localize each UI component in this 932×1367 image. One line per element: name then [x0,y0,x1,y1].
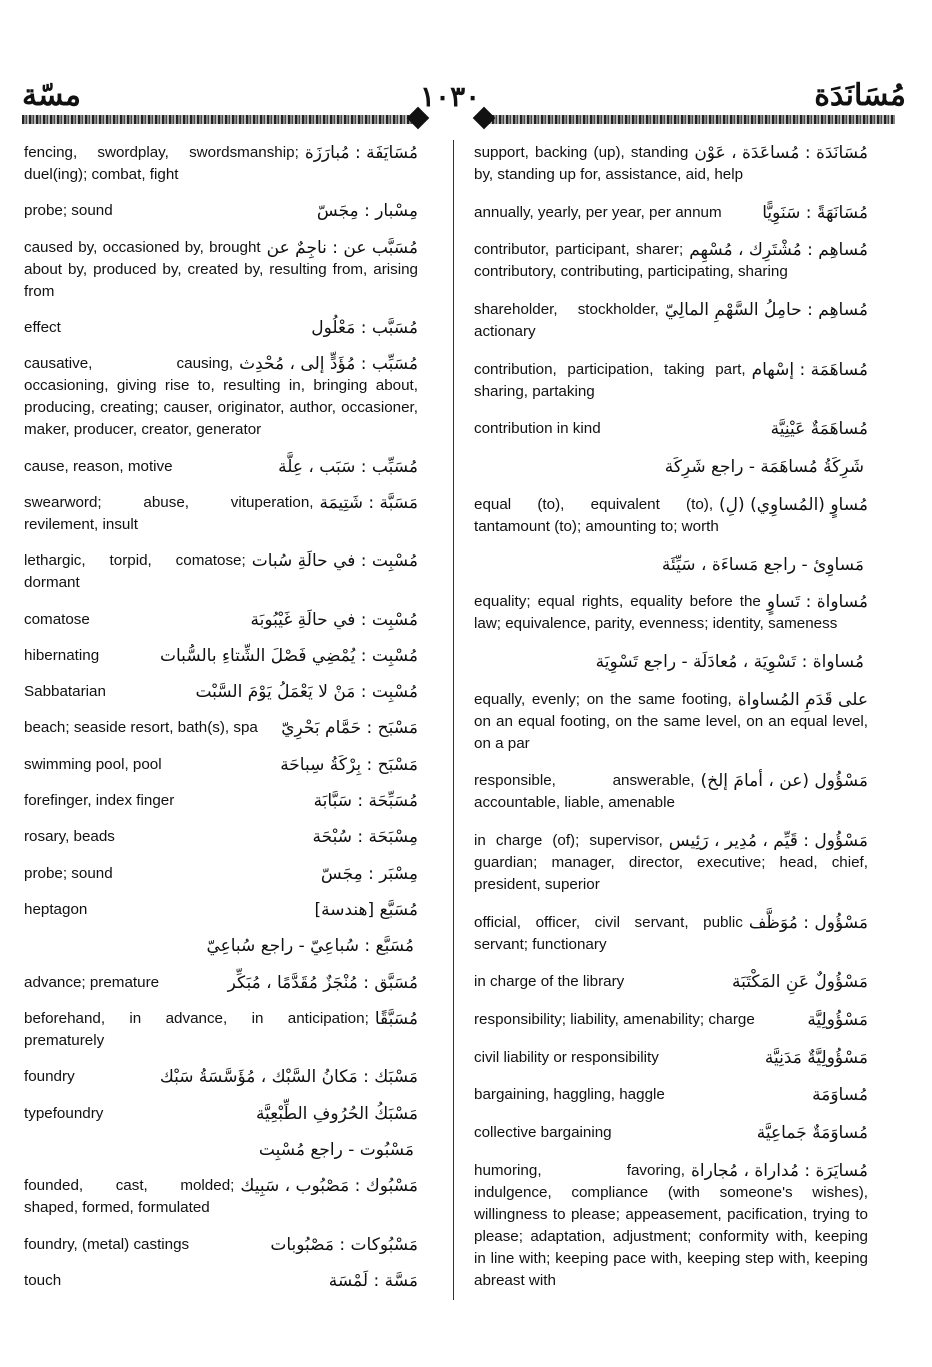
english-definition: typefoundry [24,1104,104,1122]
arabic-headword: مُسْبِت : يُمْضِي فَصْلَ الشِّتاءِ بالسُّبات [160,645,418,666]
english-definition: rosary, beads [24,828,115,846]
arabic-headword: مُسْبِت : مَنْ لا يَعْمَلُ يَوْمَ السَّبْت [195,682,418,703]
arabic-headword: مَسْبَك : مَكانُ السَّبْك ، مُؤَسَّسَةُ سَبْك [159,1067,418,1088]
arabic-headword: مُساوَمَة [812,1085,868,1106]
dictionary-entry [474,1047,868,1069]
english-definition: civil liability or responsibility [474,1048,659,1066]
english-definition: swimming pool, pool [24,755,162,773]
english-definition: probe; sound [24,202,113,220]
english-definition: hibernating [24,646,100,664]
dictionary-entry [24,754,418,776]
arabic-headword: مُساهِم : مُشْتَرِك ، مُسْهِم [689,240,868,261]
english-definition: responsibility; liability, amenability; charge [474,1011,755,1028]
arabic-headword: مُساهِم : حامِلُ السَّهْمِ المالِيّ [664,300,868,321]
english-definition: official, officer, civil servant, public servant; functionary [474,913,743,953]
arabic-headword: مُسَبَّب : مَعْلُول [311,317,418,338]
english-definition: swearword; abuse, vituperation, revilement, insult [24,493,314,533]
arabic-headword: مَسْبُوك : مَصْبُوب ، سَبِيك [240,1176,418,1197]
arabic-headword: مِسْبار : مِجَسّ [316,201,418,222]
english-definition: Sabbatarian [24,683,106,701]
dictionary-entry [474,689,868,755]
dictionary-entry [24,492,418,536]
arabic-headword: مَسْبَكُ الحُرُوفِ الطِّبْعِيَّة [255,1103,418,1124]
arabic-headword: مُسَبَّب عن : ناجِمٌ عن [266,237,418,258]
english-definition: humoring, favoring, indulgence, compliance (with someone's wishes), willingness to please; appeasement, pacification, trying to please; adaptation, adjustment; conformity with, keeping in line with; keeping pace with, keeping step with, keeping abreast with [474,1161,868,1289]
arabic-headword: مُساواة : تَسْوِيَة ، مُعادَلَة - راجع تَسْوِيَة [595,651,864,672]
dictionary-entry [24,456,418,478]
arabic-headword: مُسْبِت : في حالَةِ سُبات [251,551,418,572]
english-definition: heptagon [24,901,88,918]
arabic-headword: مَسْؤُول : مُوَظَّف [748,912,868,933]
english-definition: contribution, participation, taking part, sharing, partaking [474,360,746,400]
left-column [24,142,418,1292]
dictionary-entry [474,494,868,538]
dictionary-entry [474,1122,868,1144]
dictionary-entry [24,1103,418,1125]
arabic-headword: مُساهَمَة : إسْهام [751,359,868,380]
page-number: ١٠٣٠ [420,80,481,113]
arabic-headword: مُسَبِّب : سَبَب ، عِلَّة [278,456,418,477]
dictionary-entry [24,237,418,303]
english-definition: cause, reason, motive [24,457,173,475]
dictionary-entry [474,456,868,478]
english-definition: comatose [24,610,90,628]
dictionary-entry [474,1160,868,1292]
dictionary-entry [474,418,868,440]
english-definition: probe; sound [24,864,113,882]
dictionary-entry [24,200,418,222]
english-definition: foundry [24,1068,75,1086]
english-definition: fencing, swordplay, swordsmanship; duel(ing); combat, fight [24,144,299,183]
dictionary-entry [24,609,418,631]
english-definition: lethargic, torpid, comatose; dormant [24,552,246,592]
arabic-headword: مَسْبَح : بِرْكَةُ سِباحَة [280,754,418,775]
arabic-headword: مُساوٍ (المُساوِي) (لِ) [719,494,868,515]
arabic-headword: شَرِكَةُ مُساهَمَة - راجع شَرِكَة [664,457,864,478]
english-definition: advance; premature [24,973,160,991]
english-definition: shareholder, stockholder, actionary [474,301,659,341]
dictionary-entry [24,1270,418,1292]
english-definition: caused by, occasioned by, brought about by, produced by, created by, resulting from, arising from [24,238,418,300]
arabic-headword: مَسْؤُولٌ عَنِ المَكْتَبَة [732,972,868,993]
right-column [474,142,868,1292]
dictionary-entry [24,550,418,594]
arabic-headword: مُساوَمَةٌ جَماعِيَّة [756,1123,868,1144]
dictionary-entry [24,353,418,441]
dictionary-entry [474,239,868,283]
arabic-headword: مُسَبِّب : مُؤَدٍّ إلى ، مُحْدِث [239,354,418,375]
dictionary-entry [24,142,418,186]
dictionary-entry [24,863,418,885]
english-definition: contribution in kind [474,420,601,438]
arabic-headword: مُسْبِت : في حالَةِ غَيْبُوبَة [250,609,418,630]
english-definition: beforehand, in advance, in anticipation; prematurely [24,1009,369,1049]
english-definition: support, backing (up), standing by, standing up for, assistance, aid, help [474,144,744,183]
english-definition: beach; seaside resort, bath(s), spa [24,719,258,737]
dictionary-entry [474,554,868,576]
arabic-headword: مَسْؤُولِيَّة [807,1010,868,1030]
english-definition: responsible, answerable, accountable, liable, amenable [474,772,695,812]
dictionary-entry [474,591,868,635]
english-definition: equality; equal rights, equality before the law; equivalence, parity, evenness; identity, sameness [474,593,838,633]
arabic-headword: مُسَبَّق : مُنْجَزٌ مُقَدَّمًا ، مُبَكِّر [227,972,418,993]
arabic-headword: مُسَبَّع [هندسة] [314,900,418,920]
arabic-headword: مُساهَمَةٌ عَيْنِيَّة [770,419,868,440]
dictionary-entry [24,1139,418,1161]
dictionary-entry [474,1084,868,1106]
english-definition: contributor, participant, sharer; contributory, contributing, participating, sharing [474,241,788,281]
arabic-headword: مَسْبُوت - راجع مُسْبِت [258,1139,414,1160]
dictionary-entry [24,826,418,848]
english-definition: in charge (of); supervisor, guardian; manager, director, executive; head, chief, president, superior [474,831,868,893]
header-rule-left [22,115,417,124]
dictionary-entry [474,770,868,814]
dictionary-entry [24,899,418,921]
english-definition: forefinger, index finger [24,792,175,810]
dictionary-entry [474,830,868,896]
dictionary-entry [24,681,418,703]
dictionary-entry [24,935,418,957]
arabic-headword: مَسْؤُول (عن ، أمامَ إلخ) [700,771,868,792]
arabic-headword: مَسَبَّة : شَتِيمَة [319,492,418,513]
arabic-headword: مَسْبُوكات : مَصْبُوبات [270,1234,418,1255]
dictionary-entry [24,317,418,339]
arabic-headword: على قَدَمِ المُساواة [737,689,868,710]
dictionary-entry [24,645,418,667]
dictionary-entry [474,651,868,673]
english-definition: founded, cast, molded; shaped, formed, formulated [24,1177,235,1217]
dictionary-entry [24,1234,418,1256]
dictionary-entry [24,972,418,994]
arabic-headword: مُسَايَفَة : مُبارَزَة [304,143,418,163]
dictionary-entry [474,299,868,343]
dictionary-entry [24,1066,418,1088]
english-definition: foundry, (metal) castings [24,1235,190,1253]
arabic-headword: مَسَّة : لَمْسَة [328,1270,418,1291]
english-definition: in charge of the library [474,973,625,991]
dictionary-entry [24,1008,418,1052]
header-rule-right [485,115,895,124]
english-definition: causative, causing, occasioning, giving rise to, resulting in, bringing about, producing, creating; causer, originator, author, occasioner, maker, producer, creator, generator [24,355,418,439]
dictionary-entry [474,202,868,224]
arabic-headword: مَسْؤُولِيَّةٌ مَدَنِيَّة [764,1047,868,1068]
english-definition: collective bargaining [474,1124,612,1142]
dictionary-entry [474,142,868,186]
arabic-headword: مَسْبَح : حَمَّام بَحْرِيّ [281,718,418,739]
english-definition: effect [24,318,61,336]
arabic-headword: مِسْبَحَة : سُبْحَة [312,827,418,848]
dictionary-entry [474,971,868,993]
arabic-headword: مُسَبَّع : سُباعِيّ - راجع سُباعِيّ [206,936,414,957]
dictionary-entry [474,1009,868,1031]
dictionary-entry [24,790,418,812]
english-definition: annually, yearly, per year, per annum [474,203,722,221]
dictionary-entry [474,359,868,403]
dictionary-entry [474,912,868,956]
english-definition: equal (to), equivalent (to), tantamount (to); amounting to; worth [474,495,719,535]
english-definition: equally, evenly; on the same footing, on an equal footing, on the same level, on an equal level, on a par [474,690,868,752]
arabic-headword: مُسَبَّقًا [374,1008,418,1029]
arabic-headword: مَساوِئ - راجع مَساءَة ، سَيِّئَة [661,554,864,575]
dictionary-entry [24,717,418,739]
page-header [0,78,932,118]
english-definition: touch [24,1271,62,1289]
arabic-headword: مُسَانَهَةً : سَنَوِيًّا [762,202,868,223]
arabic-headword: مُسَبِّحَة : سَبَّابَة [313,791,418,812]
guide-word-right: مُسَانَدَة [814,78,906,113]
arabic-headword: مُسَانَدَة : مُساعَدَة ، عَوْن [694,143,868,163]
arabic-headword: مُساواة : تَساوٍ [766,592,868,613]
dictionary-entry [24,1175,418,1219]
arabic-headword: مِسْبَر : مِجَسّ [320,863,418,884]
english-definition: bargaining, haggling, haggle [474,1086,665,1104]
guide-word-left: مسّة [22,78,81,113]
arabic-headword: مُسايَرَة : مُداراة ، مُجاراة [691,1160,868,1181]
column-divider [453,140,454,1300]
arabic-headword: مَسْؤُول : قَيِّم ، مُدِير ، رَئِيس [668,830,868,851]
